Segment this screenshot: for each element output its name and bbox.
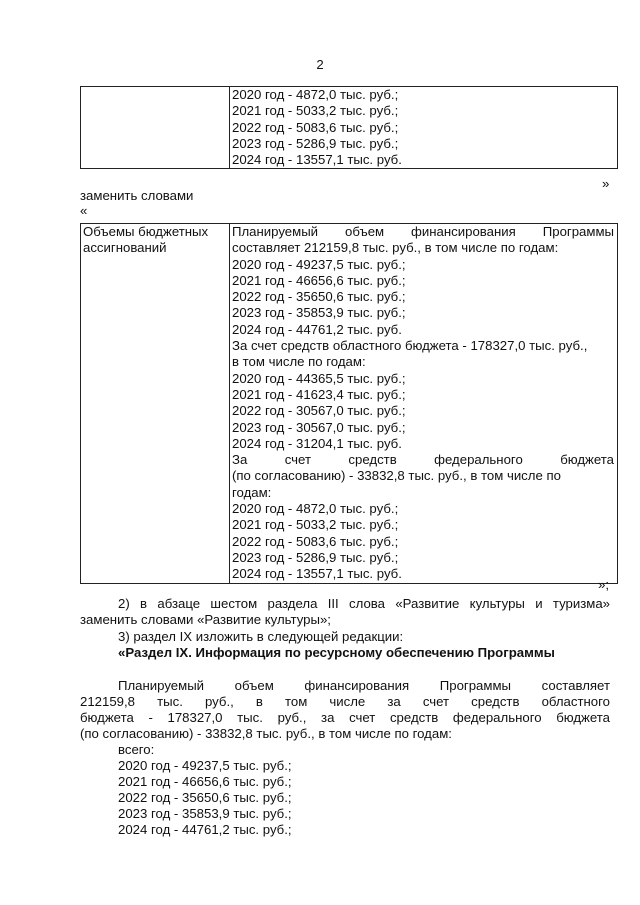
table2-line: 2022 год - 35650,6 тыс. руб.; [232,289,406,305]
table2-line: составляет 212159,8 тыс. руб., в том числе по годам: [232,240,559,256]
table2-line: 2021 год - 41623,4 тыс. руб.; [232,386,406,402]
item2-line1: 2) в абзаце шестом раздела III слова «Развитие культуры и туризма» [118,596,610,611]
table2-line: 2022 год - 5083,6 тыс. руб.; [232,533,399,549]
year-line: 2023 год - 35853,9 тыс. руб.; [118,806,292,821]
table2-left-line: ассигнований [83,240,167,256]
open-quote: « [80,203,88,218]
total-label: всего: [118,742,155,757]
para-line: (по согласованию) - 33832,8 тыс. руб., в том числе по годам: [80,726,452,741]
page-number: 2 [316,57,324,72]
table2-line: 2021 год - 46656,6 тыс. руб.; [232,272,406,288]
para-line: 212159,8 тыс. руб., в том числе за счет средств областного [80,694,610,709]
item3: 3) раздел IX изложить в следующей редакции: [118,629,404,644]
year-line: 2022 год - 35650,6 тыс. руб.; [118,790,292,805]
table2-left-line: Объемы бюджетных [83,224,209,239]
table2-right-cell [230,224,618,584]
table2-line: За счет средств федерального бюджета [232,452,614,468]
table2-left-cell [81,224,230,584]
table2-line: 2024 год - 13557,1 тыс. руб. [232,566,402,582]
item2-line2: заменить словами «Развитие культуры»; [80,612,331,627]
table2-line: годам: [232,484,272,500]
table-continuation [80,86,618,169]
table1-line: 2022 год - 5083,6 тыс. руб.; [232,119,399,135]
para-line: Планируемый объем финансирования Программы составляет [118,678,610,693]
table2-line: 2023 год - 30567,0 тыс. руб.; [232,419,406,435]
close-quote-1: » [602,176,610,191]
table2-line: 2023 год - 5286,9 тыс. руб.; [232,549,399,565]
section-heading: «Раздел IX. Информация по ресурсному обеспечению Программы [118,645,555,660]
table2-line: в том числе по годам: [232,354,366,370]
table2-line: (по согласованию) - 33832,8 тыс. руб., в том числе по [232,468,561,484]
table2-line: 2022 год - 30567,0 тыс. руб.; [232,403,406,419]
table1-left-cell [81,87,230,169]
table2-line: 2020 год - 4872,0 тыс. руб.; [232,501,399,517]
table2-line: 2021 год - 5033,2 тыс. руб.; [232,517,399,533]
table1-line: 2023 год - 5286,9 тыс. руб.; [232,135,399,151]
close-quote-2: »; [598,577,609,592]
table1-line: 2021 год - 5033,2 тыс. руб.; [232,103,399,119]
table1-right-cell [230,87,618,169]
year-line: 2020 год - 49237,5 тыс. руб.; [118,758,292,773]
budget-allocations-table [80,223,618,584]
table2-line: За счет средств областного бюджета - 178327,0 тыс. руб., [232,338,588,354]
table2-line: 2020 год - 49237,5 тыс. руб.; [232,256,406,272]
replace-words: заменить словами [80,188,194,203]
year-line: 2024 год - 44761,2 тыс. руб.; [118,822,292,837]
table2-line: 2020 год - 44365,5 тыс. руб.; [232,370,406,386]
table2-line: 2024 год - 44761,2 тыс. руб. [232,321,402,337]
para-line: бюджета - 178327,0 тыс. руб., за счет средств федерального бюджета [80,710,610,725]
table1-line: 2020 год - 4872,0 тыс. руб.; [232,87,399,102]
table2-line: 2024 год - 31204,1 тыс. руб. [232,435,402,451]
table2-line: 2023 год - 35853,9 тыс. руб.; [232,305,406,321]
year-line: 2021 год - 46656,6 тыс. руб.; [118,774,292,789]
table2-line: Планируемый объем финансирования Программы [232,224,614,239]
table1-line: 2024 год - 13557,1 тыс. руб. [232,152,402,168]
